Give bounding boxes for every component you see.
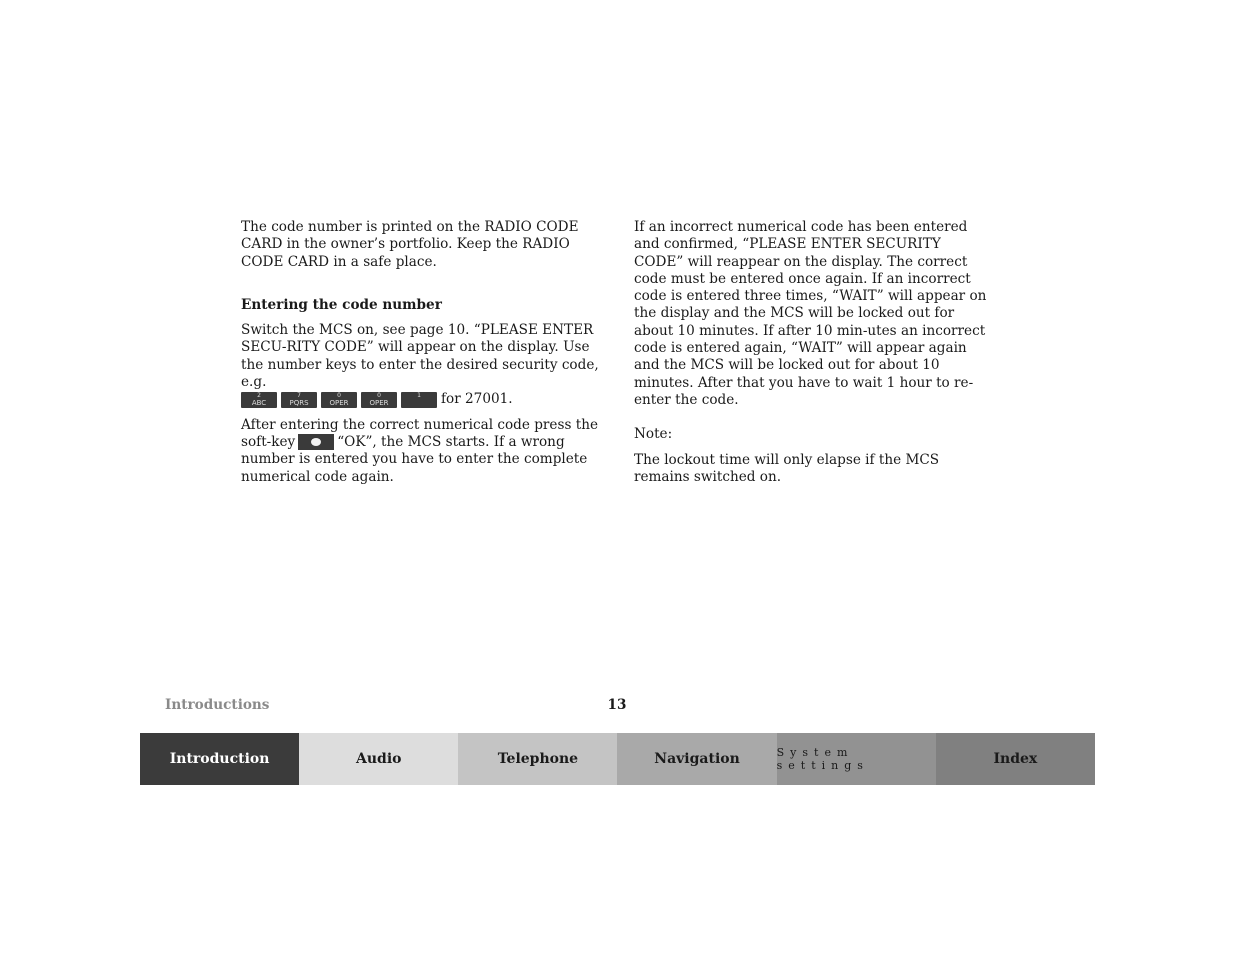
tab-audio[interactable]: Audio [299,733,458,785]
softkey-paragraph [241,417,603,486]
left-column [241,219,603,486]
key-7-icon: 7 PQRS [281,392,317,408]
key-2-icon: 2 ABC [241,392,277,408]
softkey-text-after: “OK”, the MCS starts. If a wrong number is entered you have to enter the complete numerical code again. [241,433,588,485]
softkey-text-before: After entering the correct numerical code press the soft-key [241,416,599,450]
chapter-nav-bar [140,733,1095,785]
softkey-ok-icon [298,434,334,450]
page-number: 13 [607,697,627,713]
tab-system-settings[interactable]: System settings [777,733,936,785]
incorrect-code-paragraph: If an incorrect numerical code has been entered and confirmed, “PLEASE ENTER SECURITY CODE” will reappear on the display. The correct code must be entered once again. If an incorrect code is entered three times, “WAIT” will appear on the display and the MCS will be locked out for about 10 minutes. If after 10 min-utes an incorrect code is entered again, “WAIT” will appear again and the MCS will be locked out for about 10 minutes. After that you have to wait 1 hour to re-enter the code. [634,219,987,408]
note-label: Note: [634,426,673,443]
footer-section-title: Introductions [165,697,270,713]
tab-index[interactable]: Index [936,733,1095,785]
right-column [634,219,994,486]
tab-navigation[interactable]: Navigation [617,733,776,785]
keypad-example [241,392,437,408]
intro-paragraph: The code number is printed on the RADIO CODE CARD in the owner’s portfolio. Keep the RADIO CODE CARD in a safe place. [241,219,579,270]
note-text: The lockout time will only elapse if the MCS remains switched on. [634,451,940,485]
key-0-icon: 0 OPER [321,392,357,408]
key-1-icon: 1 [401,392,437,408]
code-example-text: for 27001. [441,391,513,408]
instruction-text: Switch the MCS on, see page 10. “PLEASE ENTER SECU-RITY CODE” will appear on the display. Use the number keys to enter the desired security code, e.g. [241,322,599,391]
instruction-paragraph [241,322,603,408]
tab-telephone[interactable]: Telephone [458,733,617,785]
section-heading: Entering the code number [241,296,442,313]
key-0-icon: 0 OPER [361,392,397,408]
tab-introduction[interactable]: Introduction [140,733,299,785]
